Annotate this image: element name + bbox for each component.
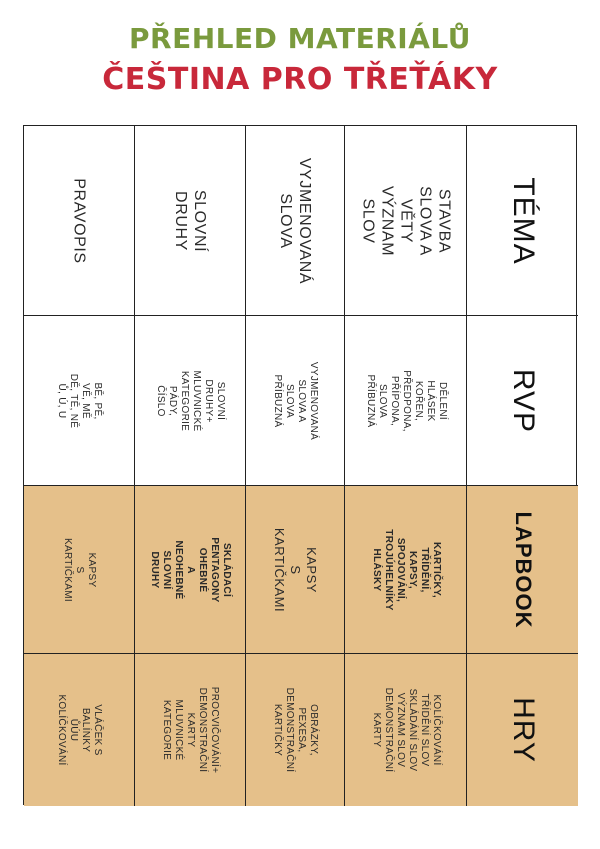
topic-2-rvp: VYJMENOVANÁ SLOVA A SLOVA PŘÍBUZNÁ bbox=[272, 361, 319, 440]
materials-table bbox=[23, 125, 577, 805]
topic-4-lapbook-cell bbox=[24, 486, 135, 654]
header-tema-cell bbox=[467, 126, 578, 316]
topic-1-tema: STAVBA SLOVA A VĚTY VÝZNAM SLOV bbox=[359, 185, 452, 256]
topic-4-hry-cell bbox=[24, 654, 135, 806]
header-hry: HRY bbox=[506, 697, 540, 763]
topic-2-rvp-cell bbox=[246, 316, 345, 486]
page-title: PŘEHLED MATERIÁLŮ bbox=[129, 22, 471, 55]
topic-3-rvp-cell bbox=[135, 316, 246, 486]
header-rvp-cell bbox=[467, 316, 578, 486]
topic-3-hry-cell bbox=[135, 654, 246, 806]
topic-1-tema-cell bbox=[345, 126, 467, 316]
topic-3-tema-cell bbox=[135, 126, 246, 316]
topic-4-lapbook: KAPSY S KARTIČKAMI bbox=[62, 537, 97, 602]
topic-1-rvp: DĚLENÍ HLÁSEK KOŘEN, PŘEDPONA, PŘÍPONA, SLOVA PŘÍBUZNÁ bbox=[364, 369, 448, 432]
topic-1-lapbook-cell bbox=[345, 486, 467, 654]
topic-1-lapbook: KARTIČKY, TŘÍDĚNÍ, KAPSY, SPOJOVÁNÍ, TROJÚHELNÍKY HLÁSKY bbox=[370, 528, 442, 611]
header-hry-cell bbox=[467, 654, 578, 806]
topic-1-hry: KOLÍČKOVÁNÍ TŘÍDĚNÍ SLOV SKLÁDÁNÍ SLOV VÝZNAM SLOV DEMONSTRAČNÍ KARTY bbox=[370, 687, 442, 773]
topic-4-rvp-cell bbox=[24, 316, 135, 486]
topic-4-tema: PRAVOPIS bbox=[70, 177, 88, 264]
topic-2-tema: VYJMENOVANÁ SLOVA bbox=[277, 157, 313, 284]
topic-2-lapbook-cell bbox=[246, 486, 345, 654]
header-lapbook: LAPBOOK bbox=[510, 511, 536, 628]
header-lapbook-cell bbox=[467, 486, 578, 654]
header-tema: TÉMA bbox=[506, 176, 540, 265]
topic-3-rvp: SLOVNÍ DRUHY+ MLUVNICKÉ KATEGORIE PÁDY, ČÍSLO bbox=[155, 369, 226, 432]
topic-3-lapbook-cell bbox=[135, 486, 246, 654]
page-subtitle: ČEŠTINA PRO TŘEŤÁKY bbox=[102, 62, 498, 97]
topic-1-rvp-cell bbox=[345, 316, 467, 486]
topic-2-hry: OBRÁZKY, PEXESA, DEMONSTRAČNÍ KARTIČKY bbox=[272, 687, 319, 773]
topic-2-lapbook: KAPSY S KARTIČKAMI bbox=[272, 527, 319, 612]
topic-2-hry-cell bbox=[246, 654, 345, 806]
topic-4-rvp: BĚ, PĚ, VĚ, MĚ DĚ, TĚ, NĚ Ů, Ú, U bbox=[56, 373, 103, 428]
topic-4-hry: VLÁČEK S BALÍNKY ŮÚU KOLÍČKOVÁNÍ bbox=[56, 694, 103, 766]
topic-1-hry-cell bbox=[345, 654, 467, 806]
topic-3-tema: SLOVNÍ DRUHY bbox=[172, 189, 208, 252]
topic-3-hry: PROCVIČOVÁNÍ+ DEMONSTRAČNÍ KARTY MLUVNICKÉ KATEGORIE bbox=[161, 686, 220, 774]
topic-3-lapbook: SKLÁDACÍ PENTAGONY OHEBNÉ A NEOHEBNÉ SLOVNÍ DRUHY bbox=[149, 536, 232, 603]
topic-4-tema-cell bbox=[24, 126, 135, 316]
topic-2-tema-cell bbox=[246, 126, 345, 316]
header-rvp: RVP bbox=[506, 368, 540, 433]
